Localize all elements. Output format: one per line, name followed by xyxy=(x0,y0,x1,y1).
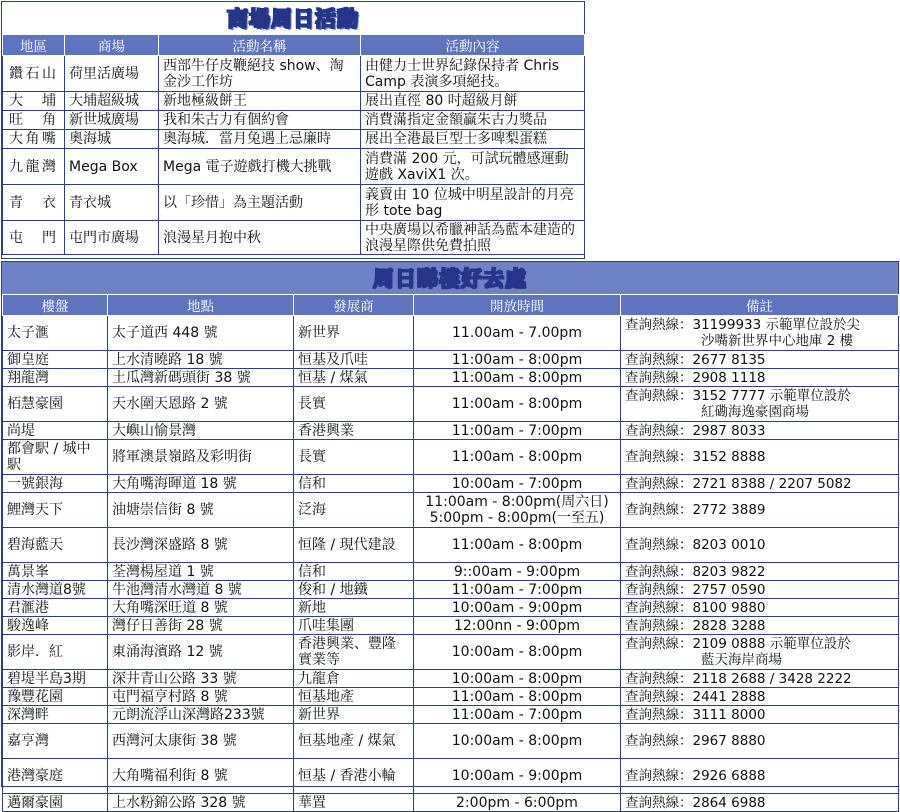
property-row xyxy=(3,493,899,528)
event-mall: 新世城廣場 xyxy=(65,111,159,130)
property-location: 上水清曉路 18 號 xyxy=(108,351,294,369)
property-hours xyxy=(414,635,621,670)
property-row xyxy=(3,563,899,581)
property-developer: 信和 xyxy=(294,475,414,493)
event-mall: Mega Box xyxy=(65,149,159,185)
property-note xyxy=(621,635,899,670)
property-note xyxy=(621,724,899,759)
property-note-line: 查詢熱線：2987 8033 xyxy=(625,422,766,439)
property-hours-line-2: 5:00pm - 8:00pm(一至五) xyxy=(429,510,605,526)
property-note-line: 查詢熱線：2441 2888 xyxy=(625,688,766,705)
event-mall: 屯門市廣場 xyxy=(65,221,159,255)
event-name: 西部牛仔皮鞭絕技 show、淘金沙工作坊 xyxy=(159,56,361,92)
property-note-line-2: 沙嘴新世界中心地庫 2 樓 xyxy=(701,333,854,349)
property-developer: 俊和 / 地鐵 xyxy=(294,581,414,599)
property-hours-line: 12:00nn - 9:00pm xyxy=(453,617,580,634)
property-note xyxy=(621,617,899,635)
property-note-line: 查詢熱線：8203 9822 xyxy=(625,563,766,580)
property-note xyxy=(621,387,899,422)
event-content: 消費滿 200 元，可試玩體感運動遊戲 XaviX1 次。 xyxy=(361,149,585,185)
property-note xyxy=(621,316,899,351)
property-note xyxy=(621,369,899,387)
property-location: 西灣河太康街 38 號 xyxy=(108,724,294,759)
property-hours xyxy=(414,440,621,475)
property-note xyxy=(621,688,899,706)
event-mall: 荷里活廣場 xyxy=(65,56,159,92)
event-name: Mega 電子遊戲打機大挑戰 xyxy=(159,149,361,185)
property-hours xyxy=(414,387,621,422)
property-estate: 尚堤 xyxy=(3,422,108,440)
property-hours-line: 11:00am - 8:00pm(周六日) xyxy=(425,494,609,510)
event-content: 消費滿指定金額贏朱古力獎品 xyxy=(361,111,585,130)
property-hours xyxy=(414,563,621,581)
property-location: 大角嘴福利街 8 號 xyxy=(108,759,294,794)
property-location: 上水粉錦公路 328 號 xyxy=(108,794,294,812)
property-note-line: 查詢熱線：2757 0590 xyxy=(625,581,766,598)
property-row xyxy=(3,369,899,387)
header-hours: 開放時間 xyxy=(414,295,621,316)
property-note xyxy=(621,493,899,528)
property-hours-line: 10:00am - 8:00pm xyxy=(451,733,583,749)
property-hours xyxy=(414,316,621,351)
property-note-line: 查詢熱線：2118 2688 / 3428 2222 xyxy=(625,670,852,687)
property-location: 元朗流浮山深灣路233號 xyxy=(108,706,294,724)
property-note-line: 查詢熱線：8203 0010 xyxy=(625,537,766,553)
mall-events-title: 商場周日活動 xyxy=(227,7,359,31)
property-hours-line: 11:00am - 7:00pm xyxy=(451,581,583,598)
property-row xyxy=(3,670,899,688)
event-content: 展出直徑 80 吋超級月餅 xyxy=(361,92,585,111)
property-hours-line: 11:00am - 8:00pm xyxy=(451,369,583,386)
property-hours-line: 11.00am - 7.00pm xyxy=(452,325,582,341)
event-mall: 大埔超級城 xyxy=(65,92,159,111)
property-estate: 御皇庭 xyxy=(3,351,108,369)
mall-events-section xyxy=(1,1,585,259)
property-hours-line: 9::00am - 9:00pm xyxy=(453,563,581,580)
property-hours xyxy=(414,528,621,563)
property-hours xyxy=(414,706,621,724)
property-estate: 一號銀海 xyxy=(3,475,108,493)
event-name: 新地極級餅王 xyxy=(159,92,361,111)
property-hours xyxy=(414,581,621,599)
property-row xyxy=(3,599,899,617)
property-note-line: 查詢熱線：2926 6888 xyxy=(625,768,766,784)
property-developer: 華置 xyxy=(294,794,414,812)
property-row xyxy=(3,794,899,812)
header-developer: 發展商 xyxy=(294,295,414,316)
property-developer: 泛海 xyxy=(294,493,414,528)
event-district: 旺角 xyxy=(3,111,65,130)
header-notes: 備註 xyxy=(621,295,899,316)
property-location: 大嶼山愉景灣 xyxy=(108,422,294,440)
mall-events-table xyxy=(2,34,585,255)
property-note-line: 查詢熱線：2721 8388 / 2207 5082 xyxy=(625,475,852,492)
property-viewing-section xyxy=(1,261,899,811)
property-location: 荃灣楊屋道 1 號 xyxy=(108,563,294,581)
property-note-line: 查詢熱線：2828 3288 xyxy=(625,617,766,634)
property-estate: 都會駅 / 城中駅 xyxy=(3,440,108,475)
property-hours-line: 10:00am - 9:00pm xyxy=(451,599,583,616)
property-location: 大角嘴深旺道 8 號 xyxy=(108,599,294,617)
event-name: 奧海城．當月兔遇上忌廉時 xyxy=(159,130,361,149)
property-row xyxy=(3,724,899,759)
property-hours xyxy=(414,688,621,706)
header-event-content: 活動內容 xyxy=(361,35,585,56)
property-developer: 九龍倉 xyxy=(294,670,414,688)
property-note-line: 查詢熱線：3152 7777 示範單位設於 xyxy=(625,388,851,404)
event-district: 大埔 xyxy=(3,92,65,111)
event-row xyxy=(3,130,585,149)
property-row xyxy=(3,635,899,670)
property-row xyxy=(3,617,899,635)
property-estate: 駿逸峰 xyxy=(3,617,108,635)
property-hours xyxy=(414,493,621,528)
property-row xyxy=(3,440,899,475)
property-header-row xyxy=(3,295,899,316)
property-note-line: 查詢熱線：2109 0888 示範單位設於 xyxy=(625,636,851,652)
event-content: 義賣由 10 位城中明星設計的月亮形 tote bag xyxy=(361,185,585,221)
property-hours-line: 11:00am - 7:00pm xyxy=(451,422,583,439)
property-hours xyxy=(414,475,621,493)
property-note xyxy=(621,581,899,599)
property-developer: 恒基及爪哇 xyxy=(294,351,414,369)
property-note-line: 查詢熱線：2772 3889 xyxy=(625,502,766,518)
property-developer: 恒基 / 煤氣 xyxy=(294,369,414,387)
property-row xyxy=(3,351,899,369)
property-developer: 香港興業、豐隆實業等 xyxy=(294,635,414,670)
event-row xyxy=(3,111,585,130)
property-location: 東涌海濱路 12 號 xyxy=(108,635,294,670)
property-location: 屯門福亨村路 8 號 xyxy=(108,688,294,706)
property-estate: 栢慧豪園 xyxy=(3,387,108,422)
event-content: 中央廣場以希臘神話為藍本建造的浪漫星際供免費拍照 xyxy=(361,221,585,255)
mall-events-header-row xyxy=(3,35,585,56)
property-hours-line: 10:00am - 9:00pm xyxy=(451,768,583,784)
property-hours xyxy=(414,351,621,369)
property-estate: 邁爾豪園 xyxy=(3,794,108,812)
property-note xyxy=(621,759,899,794)
property-hours-line: 11:00am - 8:00pm xyxy=(451,351,583,368)
event-row xyxy=(3,149,585,185)
property-estate: 影岸．紅 xyxy=(3,635,108,670)
property-row xyxy=(3,688,899,706)
property-developer: 新世界 xyxy=(294,316,414,351)
property-note xyxy=(621,528,899,563)
property-note-line-2: 藍天海岸商場 xyxy=(701,652,782,668)
property-row xyxy=(3,422,899,440)
event-name: 以「珍惜」為主題活動 xyxy=(159,185,361,221)
property-note-line: 查詢熱線：2864 6988 xyxy=(625,794,766,811)
property-hours-line: 11:00am - 7:00pm xyxy=(451,706,583,723)
property-estate: 太子滙 xyxy=(3,316,108,351)
property-estate: 清水灣道8號 xyxy=(3,581,108,599)
property-hours xyxy=(414,617,621,635)
property-estate: 深灣畔 xyxy=(3,706,108,724)
property-note xyxy=(621,670,899,688)
property-note xyxy=(621,794,899,812)
property-estate: 萬景峯 xyxy=(3,563,108,581)
property-title-bar xyxy=(2,262,898,294)
property-note-line: 查詢熱線：2967 8880 xyxy=(625,733,766,749)
property-estate: 碧堤半島3期 xyxy=(3,670,108,688)
event-district: 鑽石山 xyxy=(3,56,65,92)
header-estate: 樓盤 xyxy=(3,295,108,316)
property-row xyxy=(3,387,899,422)
property-note xyxy=(621,475,899,493)
property-estate: 港灣豪庭 xyxy=(3,759,108,794)
property-hours-line: 10:00am - 8:00pm xyxy=(451,644,583,660)
property-developer: 恒隆 / 現代建設 xyxy=(294,528,414,563)
property-hours-line: 10:00am - 7:00pm xyxy=(451,475,583,492)
property-hours xyxy=(414,369,621,387)
property-location: 天水圍天恩路 2 號 xyxy=(108,387,294,422)
property-estate: 碧海藍天 xyxy=(3,528,108,563)
property-location: 將軍澳景嶺路及彩明街 xyxy=(108,440,294,475)
property-hours xyxy=(414,794,621,812)
event-row xyxy=(3,221,585,255)
property-hours xyxy=(414,724,621,759)
property-developer: 爪哇集團 xyxy=(294,617,414,635)
property-hours-line: 11:00am - 8:00pm xyxy=(451,537,583,553)
event-content: 由健力士世界紀錄保持者 Chris Camp 表演多項絕技。 xyxy=(361,56,585,92)
property-developer: 恒基 / 香港小輪 xyxy=(294,759,414,794)
property-location: 油塘崇信街 8 號 xyxy=(108,493,294,528)
header-district: 地區 xyxy=(3,35,65,56)
property-location: 太子道西 448 號 xyxy=(108,316,294,351)
property-developer: 新世界 xyxy=(294,706,414,724)
header-location: 地點 xyxy=(108,295,294,316)
property-developer: 恒基地產 xyxy=(294,688,414,706)
event-district: 九龍灣 xyxy=(3,149,65,185)
property-note xyxy=(621,440,899,475)
property-estate: 君滙港 xyxy=(3,599,108,617)
property-hours-line: 11:00am - 8:00pm xyxy=(451,449,583,465)
event-row xyxy=(3,56,585,92)
property-note xyxy=(621,351,899,369)
property-row xyxy=(3,316,899,351)
header-event-name: 活動名稱 xyxy=(159,35,361,56)
property-hours-line: 2:00pm - 6:00pm xyxy=(456,794,578,811)
header-mall: 商場 xyxy=(65,35,159,56)
property-developer: 長實 xyxy=(294,387,414,422)
property-note xyxy=(621,706,899,724)
property-note xyxy=(621,563,899,581)
property-note xyxy=(621,422,899,440)
property-note-line: 查詢熱線：3111 8000 xyxy=(625,706,766,723)
property-note-line: 查詢熱線：2677 8135 xyxy=(625,351,766,368)
property-row xyxy=(3,581,899,599)
property-hours xyxy=(414,422,621,440)
property-row xyxy=(3,706,899,724)
event-district: 青衣 xyxy=(3,185,65,221)
event-name: 我和朱古力有個約會 xyxy=(159,111,361,130)
mall-events-title-bar xyxy=(2,2,584,34)
event-content: 展出全港最巨型士多啤梨蛋糕 xyxy=(361,130,585,149)
property-location: 深井青山公路 33 號 xyxy=(108,670,294,688)
property-estate: 嘉亨灣 xyxy=(3,724,108,759)
property-location: 牛池灣清水灣道 8 號 xyxy=(108,581,294,599)
property-developer: 新地 xyxy=(294,599,414,617)
property-location: 大角嘴海暉道 18 號 xyxy=(108,475,294,493)
event-row xyxy=(3,185,585,221)
property-note-line: 查詢熱線：3152 8888 xyxy=(625,449,766,465)
property-hours-line: 11:00am - 8:00pm xyxy=(451,688,583,705)
property-title: 周日睇樓好去處 xyxy=(373,267,527,291)
property-location: 灣仔日善街 28 號 xyxy=(108,617,294,635)
property-hours-line: 10:00am - 8:00pm xyxy=(451,670,583,687)
property-note xyxy=(621,599,899,617)
event-name: 浪漫星月抱中秋 xyxy=(159,221,361,255)
property-developer: 香港興業 xyxy=(294,422,414,440)
property-row xyxy=(3,528,899,563)
property-hours xyxy=(414,759,621,794)
property-note-line: 查詢熱線：31199933 示範單位設於尖 xyxy=(625,317,861,333)
property-hours xyxy=(414,599,621,617)
property-row xyxy=(3,759,899,794)
property-estate: 鯉灣天下 xyxy=(3,493,108,528)
property-estate: 豫豐花園 xyxy=(3,688,108,706)
property-table xyxy=(2,294,899,812)
property-hours-line: 11:00am - 8:00pm xyxy=(451,396,583,412)
property-hours xyxy=(414,670,621,688)
property-developer: 恒基地產 / 煤氣 xyxy=(294,724,414,759)
property-developer: 長實 xyxy=(294,440,414,475)
property-row xyxy=(3,475,899,493)
property-note-line-2: 紅磡海逸豪園商場 xyxy=(701,404,809,420)
property-estate: 翔龍灣 xyxy=(3,369,108,387)
property-location: 土瓜灣新碼頭街 38 號 xyxy=(108,369,294,387)
event-row xyxy=(3,92,585,111)
property-note-line: 查詢熱線：8100 9880 xyxy=(625,599,766,616)
property-note-line: 查詢熱線：2908 1118 xyxy=(625,369,766,386)
event-district: 屯門 xyxy=(3,221,65,255)
property-developer: 信和 xyxy=(294,563,414,581)
event-mall: 青衣城 xyxy=(65,185,159,221)
event-district: 大角嘴 xyxy=(3,130,65,149)
property-location: 長沙灣深盛路 8 號 xyxy=(108,528,294,563)
event-mall: 奧海城 xyxy=(65,130,159,149)
